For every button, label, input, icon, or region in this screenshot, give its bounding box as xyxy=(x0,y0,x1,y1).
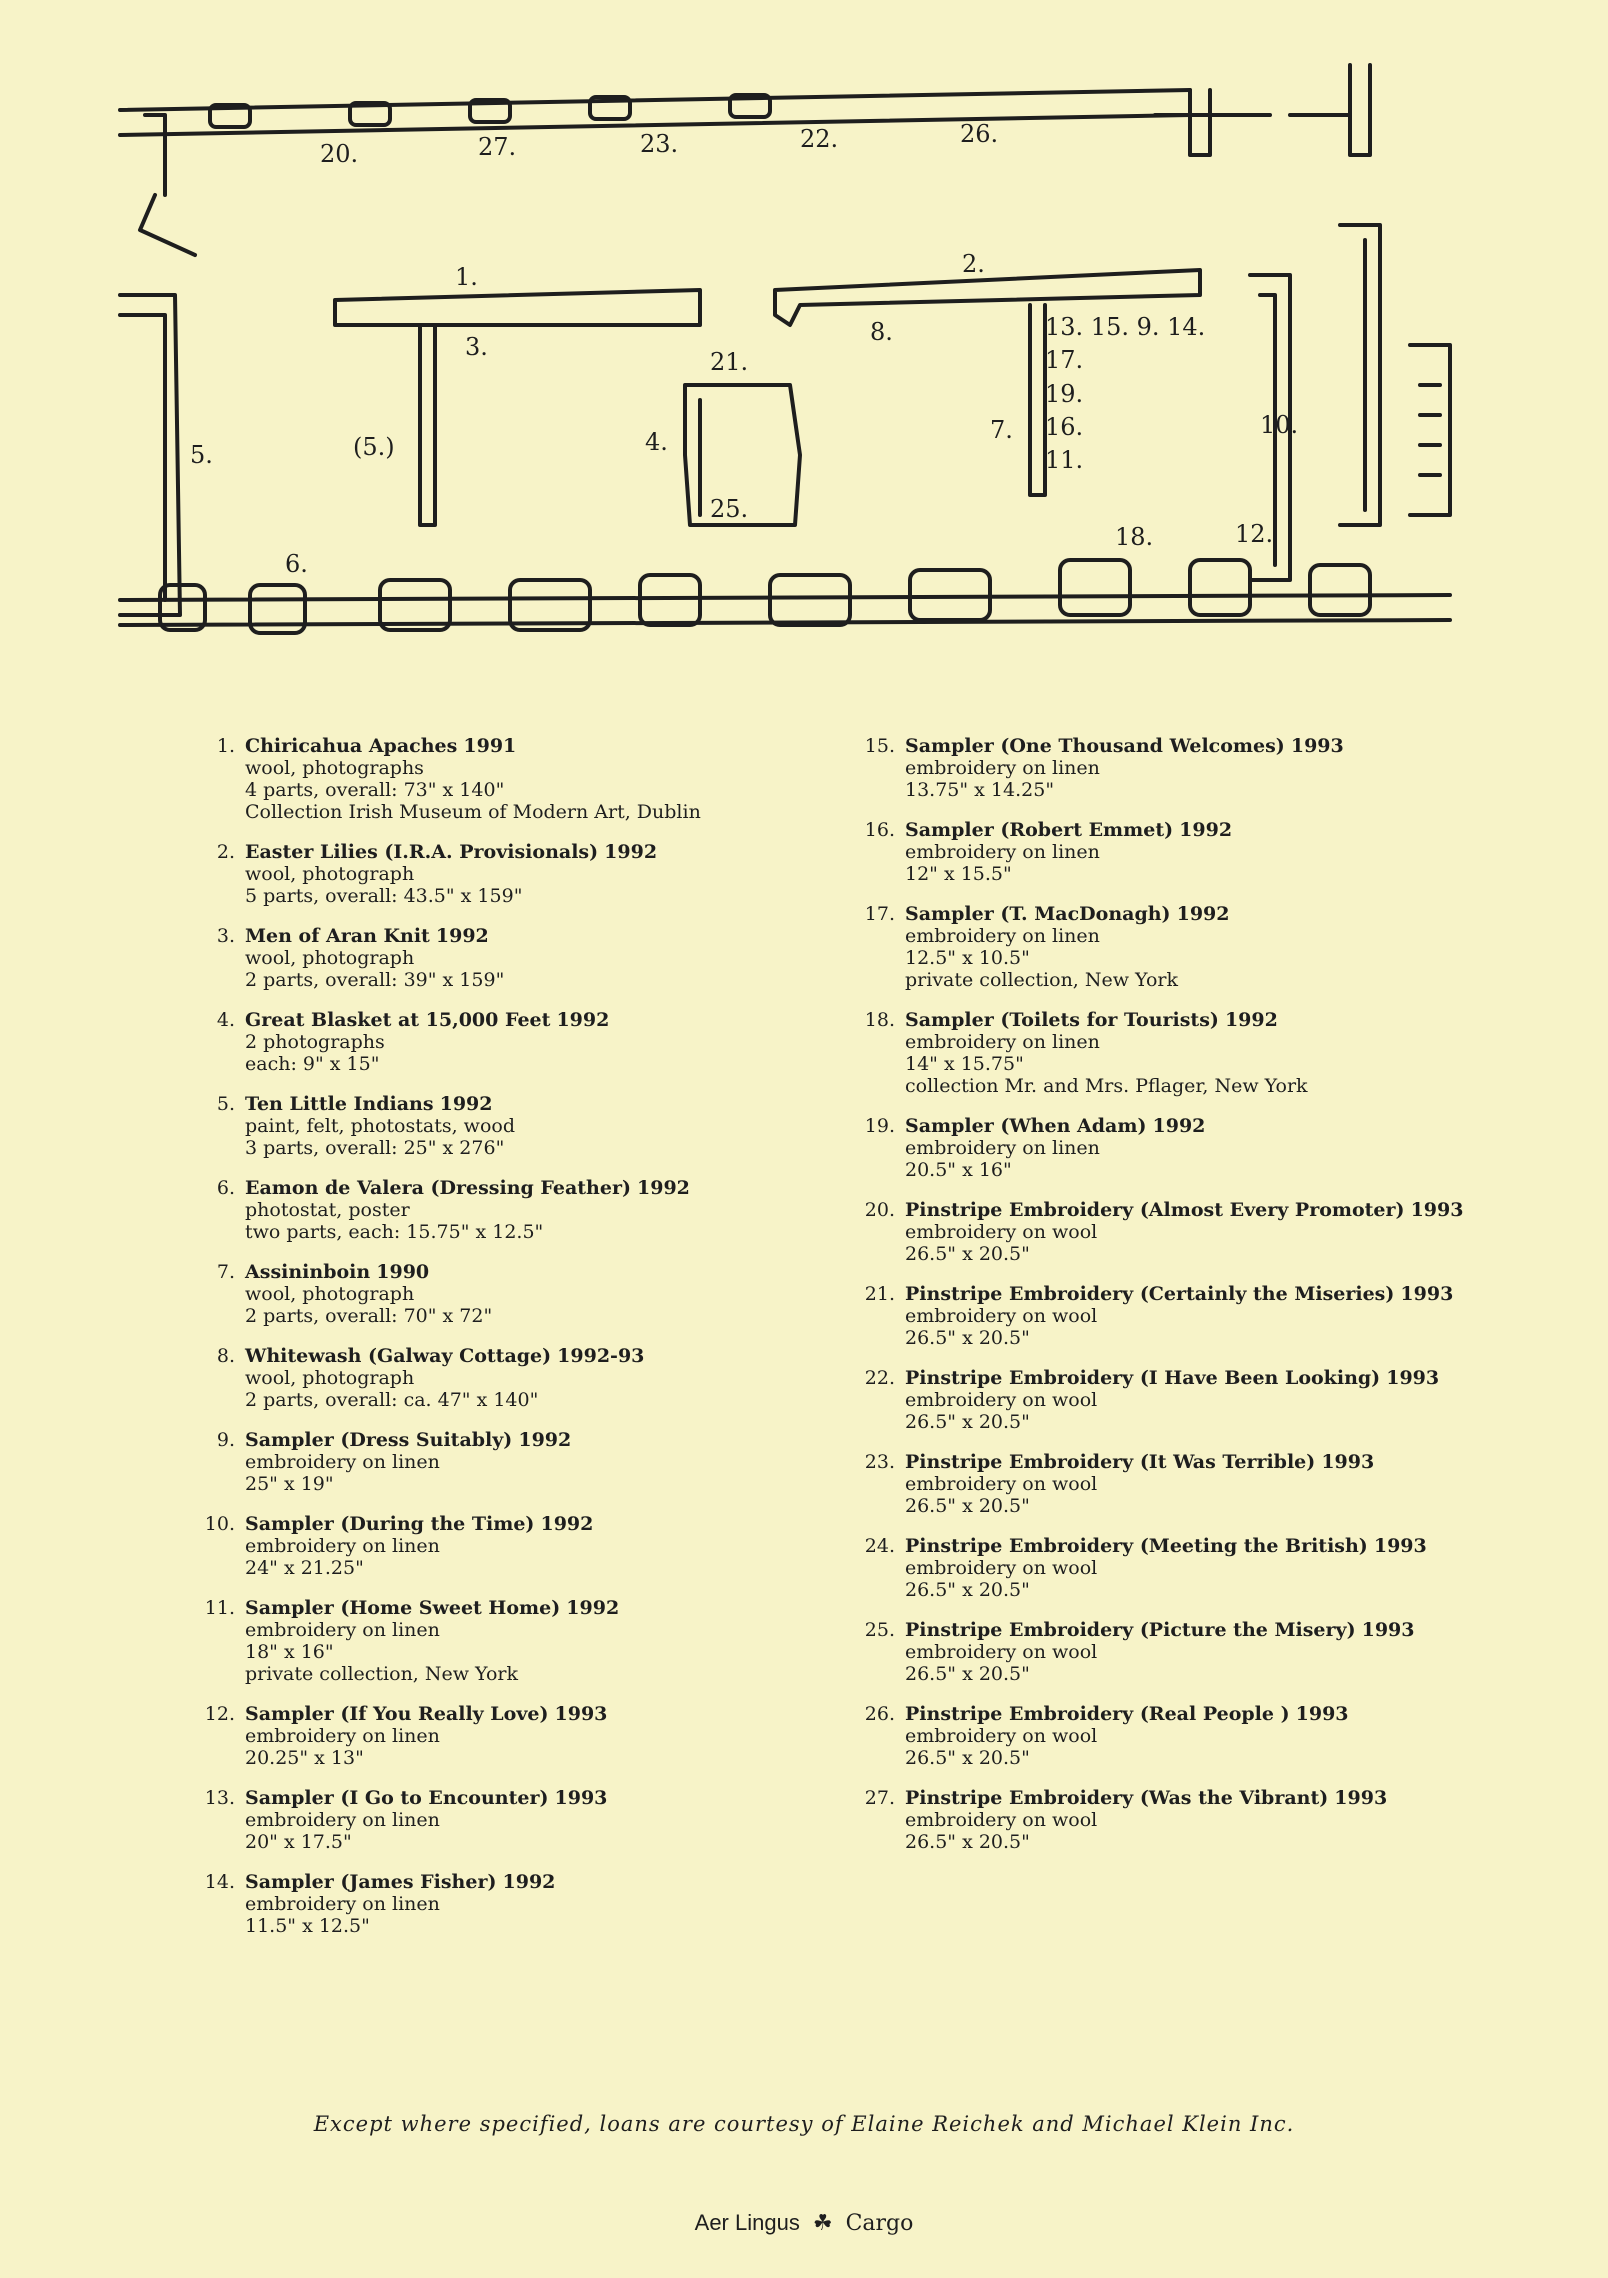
plan-label: 23. xyxy=(640,130,679,158)
sponsor-suffix: Cargo xyxy=(845,2211,914,2236)
item-heading xyxy=(905,735,1575,757)
item-title: Sampler (One Thousand Welcomes) xyxy=(905,735,1285,757)
item-year: 1993 xyxy=(1410,1199,1464,1221)
item-heading xyxy=(245,1871,895,1893)
item-detail: embroidery on wool xyxy=(905,1725,1098,1747)
item-detail: 26.5" x 20.5" xyxy=(905,1579,1030,1601)
item-year: 1993 xyxy=(1321,1451,1375,1473)
item-heading xyxy=(245,841,895,863)
plan-label: 6. xyxy=(285,550,308,578)
item-heading xyxy=(245,1093,895,1115)
item-year: 1993 xyxy=(1373,1535,1427,1557)
item-title: Pinstripe Embroidery (Certainly the Miseries) xyxy=(905,1283,1395,1305)
item-detail: embroidery on linen xyxy=(905,757,1100,779)
item-detail: 4 parts, overall: 73" x 140" xyxy=(245,779,505,801)
item-detail: 26.5" x 20.5" xyxy=(905,1747,1030,1769)
item-heading xyxy=(905,819,1575,841)
checklist-item xyxy=(855,1367,1575,1433)
plan-label: 20. xyxy=(320,140,359,168)
item-detail: wool, photographs xyxy=(245,757,424,779)
floor-plan-labels xyxy=(190,120,1298,578)
item-year: 1992 xyxy=(566,1597,620,1619)
checklist-item xyxy=(855,1451,1575,1517)
item-detail: embroidery on linen xyxy=(905,1137,1100,1159)
item-heading xyxy=(245,1429,895,1451)
checklist-item xyxy=(855,735,1575,801)
item-detail: embroidery on linen xyxy=(245,1893,440,1915)
item-number: 18. xyxy=(864,1009,895,1031)
plan-label: 4. xyxy=(645,428,668,456)
item-number: 23. xyxy=(864,1451,895,1473)
item-number: 14. xyxy=(204,1871,235,1893)
plan-label: 21. xyxy=(710,348,749,376)
item-number: 15. xyxy=(864,735,895,757)
item-heading xyxy=(905,1199,1575,1221)
item-detail: 12.5" x 10.5" xyxy=(905,947,1030,969)
item-heading xyxy=(905,1283,1575,1305)
item-detail: collection Mr. and Mrs. Pflager, New York xyxy=(905,1075,1308,1097)
item-detail: wool, photograph xyxy=(245,1283,415,1305)
item-number: 13. xyxy=(204,1787,235,1809)
item-detail: embroidery on linen xyxy=(245,1619,440,1641)
item-heading xyxy=(245,735,895,757)
item-detail: 2 parts, overall: 39" x 159" xyxy=(245,969,505,991)
gallery-floor-plan xyxy=(110,55,1480,655)
item-heading xyxy=(245,925,895,947)
sponsor-brand xyxy=(0,2210,1608,2236)
plan-label: 8. xyxy=(870,318,893,346)
item-title: Pinstripe Embroidery (Real People ) xyxy=(905,1703,1290,1725)
checklist-item xyxy=(855,1535,1575,1601)
item-heading xyxy=(905,1451,1575,1473)
item-year: 1990 xyxy=(376,1261,430,1283)
item-number: 3. xyxy=(216,925,235,947)
plan-label: 1. xyxy=(455,263,478,291)
item-title: Sampler (Robert Emmet) xyxy=(905,819,1174,841)
checklist-item xyxy=(855,1115,1575,1181)
item-heading xyxy=(905,903,1575,925)
item-detail: each: 9" x 15" xyxy=(245,1053,380,1075)
item-detail: 5 parts, overall: 43.5" x 159" xyxy=(245,885,523,907)
item-number: 20. xyxy=(864,1199,895,1221)
checklist-item xyxy=(195,925,895,991)
plan-label: 27. xyxy=(478,133,517,161)
item-number: 27. xyxy=(864,1787,895,1809)
item-number: 5. xyxy=(216,1093,235,1115)
item-year: 1993 xyxy=(554,1703,608,1725)
checklist-item xyxy=(195,1597,895,1685)
item-year: 1992 xyxy=(637,1177,690,1199)
item-title: Great Blasket at 15,000 Feet xyxy=(245,1009,551,1031)
item-year: 1991 xyxy=(463,735,517,757)
item-detail: wool, photograph xyxy=(245,947,415,969)
item-title: Sampler (Home Sweet Home) xyxy=(245,1597,561,1619)
item-detail: two parts, each: 15.75" x 12.5" xyxy=(245,1221,544,1243)
item-year: 1993 xyxy=(554,1787,608,1809)
item-title: Sampler (Dress Suitably) xyxy=(245,1429,513,1451)
item-detail: wool, photograph xyxy=(245,863,415,885)
item-title: Sampler (T. MacDonagh) xyxy=(905,903,1171,925)
item-year: 1992-93 xyxy=(557,1345,645,1367)
item-detail: 18" x 16" xyxy=(245,1641,334,1663)
checklist-item xyxy=(195,1177,895,1243)
item-title: Ten Little Indians xyxy=(245,1093,434,1115)
plan-label: 2. xyxy=(962,250,985,278)
checklist-item xyxy=(195,1787,895,1853)
checklist-item xyxy=(855,1619,1575,1685)
item-detail: 26.5" x 20.5" xyxy=(905,1831,1030,1853)
checklist-item xyxy=(195,1703,895,1769)
item-detail: embroidery on wool xyxy=(905,1557,1098,1579)
item-detail: 20" x 17.5" xyxy=(245,1831,352,1853)
item-year: 1993 xyxy=(1400,1283,1454,1305)
item-detail: embroidery on linen xyxy=(245,1809,440,1831)
plan-label: 26. xyxy=(960,120,999,148)
plan-label: 10. xyxy=(1260,411,1299,439)
item-detail: 26.5" x 20.5" xyxy=(905,1663,1030,1685)
item-detail: embroidery on wool xyxy=(905,1641,1098,1663)
item-number: 6. xyxy=(216,1177,235,1199)
item-title: Sampler (If You Really Love) xyxy=(245,1703,549,1725)
plan-label: 22. xyxy=(800,125,839,153)
item-heading xyxy=(905,1535,1575,1557)
item-heading xyxy=(245,1787,895,1809)
item-detail: embroidery on linen xyxy=(245,1535,440,1557)
item-detail: 3 parts, overall: 25" x 276" xyxy=(245,1137,505,1159)
item-title: Whitewash (Galway Cottage) xyxy=(245,1345,552,1367)
item-detail: Collection Irish Museum of Modern Art, Dublin xyxy=(245,801,701,823)
item-detail: embroidery on linen xyxy=(905,841,1100,863)
checklist-left-column xyxy=(195,735,895,1955)
item-heading xyxy=(245,1177,895,1199)
item-detail: embroidery on linen xyxy=(245,1451,440,1473)
item-detail: embroidery on linen xyxy=(905,1031,1100,1053)
shamrock-icon: ☘ xyxy=(812,2211,833,2236)
item-title: Sampler (During the Time) xyxy=(245,1513,535,1535)
item-number: 9. xyxy=(216,1429,235,1451)
item-number: 10. xyxy=(204,1513,235,1535)
item-heading xyxy=(905,1367,1575,1389)
checklist-item xyxy=(195,1429,895,1495)
item-detail: embroidery on wool xyxy=(905,1473,1098,1495)
item-heading xyxy=(245,1513,895,1535)
checklist-item xyxy=(195,1261,895,1327)
item-year: 1993 xyxy=(1295,1703,1349,1725)
plan-label: 12. xyxy=(1235,520,1274,548)
item-heading xyxy=(905,1619,1575,1641)
item-year: 1992 xyxy=(439,1093,493,1115)
checklist-item xyxy=(195,1345,895,1411)
checklist-item xyxy=(195,1093,895,1159)
item-year: 1992 xyxy=(502,1871,556,1893)
item-year: 1992 xyxy=(518,1429,572,1451)
loans-credit-note: Except where specified, loans are courtesy of Elaine Reichek and Michael Klein Inc. xyxy=(313,2112,1295,2136)
item-heading xyxy=(905,1115,1575,1137)
item-year: 1993 xyxy=(1361,1619,1415,1641)
item-detail: 26.5" x 20.5" xyxy=(905,1411,1030,1433)
checklist-right-column xyxy=(855,735,1575,1871)
item-year: 1992 xyxy=(556,1009,610,1031)
item-detail: private collection, New York xyxy=(245,1663,518,1685)
checklist-item xyxy=(855,819,1575,885)
checklist-item xyxy=(855,1703,1575,1769)
item-detail: 2 photographs xyxy=(245,1031,385,1053)
sponsor-name: Aer Lingus xyxy=(694,2210,800,2235)
item-title: Pinstripe Embroidery (Was the Vibrant) xyxy=(905,1787,1329,1809)
item-detail: wool, photograph xyxy=(245,1367,415,1389)
item-title: Eamon de Valera (Dressing Feather) xyxy=(245,1177,631,1199)
item-detail: 26.5" x 20.5" xyxy=(905,1243,1030,1265)
checklist-item xyxy=(855,1787,1575,1853)
plan-label: 17. xyxy=(1045,346,1084,374)
item-detail: embroidery on wool xyxy=(905,1305,1098,1327)
item-number: 25. xyxy=(864,1619,895,1641)
item-title: Sampler (Toilets for Tourists) xyxy=(905,1009,1219,1031)
item-detail: embroidery on linen xyxy=(245,1725,440,1747)
item-detail: paint, felt, photostats, wood xyxy=(245,1115,515,1137)
item-title: Easter Lilies (I.R.A. Provisionals) xyxy=(245,841,599,863)
item-detail: 25" x 19" xyxy=(245,1473,334,1495)
item-detail: 14" x 15.75" xyxy=(905,1053,1024,1075)
item-title: Men of Aran Knit xyxy=(245,925,430,947)
item-year: 1992 xyxy=(540,1513,594,1535)
item-detail: 20.25" x 13" xyxy=(245,1747,364,1769)
item-year: 1993 xyxy=(1334,1787,1388,1809)
checklist-item xyxy=(195,1009,895,1075)
item-heading xyxy=(905,1009,1575,1031)
item-detail: 26.5" x 20.5" xyxy=(905,1495,1030,1517)
plan-label: 16. xyxy=(1045,413,1084,441)
item-detail: private collection, New York xyxy=(905,969,1178,991)
checklist-item xyxy=(855,1199,1575,1265)
item-heading xyxy=(245,1009,895,1031)
item-number: 4. xyxy=(216,1009,235,1031)
item-title: Pinstripe Embroidery (Meeting the British) xyxy=(905,1535,1368,1557)
item-year: 1992 xyxy=(1224,1009,1278,1031)
item-detail: 11.5" x 12.5" xyxy=(245,1915,370,1937)
plan-label: 5. xyxy=(190,441,213,469)
item-year: 1993 xyxy=(1386,1367,1440,1389)
item-heading xyxy=(905,1703,1575,1725)
item-heading xyxy=(245,1261,895,1283)
checklist-item xyxy=(195,1871,895,1937)
checklist-item xyxy=(855,1283,1575,1349)
item-title: Sampler (James Fisher) xyxy=(245,1871,497,1893)
item-title: Pinstripe Embroidery (It Was Terrible) xyxy=(905,1451,1316,1473)
item-detail: 24" x 21.25" xyxy=(245,1557,364,1579)
plan-label: 19. xyxy=(1045,380,1084,408)
checklist-item xyxy=(855,1009,1575,1097)
item-number: 11. xyxy=(204,1597,235,1619)
item-year: 1992 xyxy=(1176,903,1230,925)
checklist-item xyxy=(855,903,1575,991)
item-detail: embroidery on wool xyxy=(905,1221,1098,1243)
item-number: 17. xyxy=(864,903,895,925)
plan-label: 7. xyxy=(990,416,1013,444)
plan-label: 25. xyxy=(710,495,749,523)
item-number: 12. xyxy=(204,1703,235,1725)
item-number: 24. xyxy=(864,1535,895,1557)
item-title: Pinstripe Embroidery (Picture the Misery) xyxy=(905,1619,1356,1641)
item-title: Pinstripe Embroidery (Almost Every Promoter) xyxy=(905,1199,1405,1221)
item-number: 8. xyxy=(216,1345,235,1367)
item-detail: 20.5" x 16" xyxy=(905,1159,1012,1181)
checklist-item xyxy=(195,735,895,823)
plan-label: 13. 15. 9. 14. xyxy=(1045,313,1206,341)
item-heading xyxy=(245,1703,895,1725)
item-title: Sampler (I Go to Encounter) xyxy=(245,1787,549,1809)
item-detail: 2 parts, overall: ca. 47" x 140" xyxy=(245,1389,539,1411)
plan-label: (5.) xyxy=(353,433,395,461)
item-detail: embroidery on wool xyxy=(905,1809,1098,1831)
item-heading xyxy=(245,1597,895,1619)
item-year: 1992 xyxy=(604,841,658,863)
item-year: 1992 xyxy=(435,925,489,947)
item-title: Assininboin xyxy=(245,1261,371,1283)
item-title: Chiricahua Apaches xyxy=(245,735,458,757)
item-number: 19. xyxy=(864,1115,895,1137)
item-detail: 12" x 15.5" xyxy=(905,863,1012,885)
item-detail: embroidery on wool xyxy=(905,1389,1098,1411)
item-number: 1. xyxy=(216,735,235,757)
checklist-item xyxy=(195,1513,895,1579)
item-year: 1993 xyxy=(1290,735,1344,757)
item-heading xyxy=(905,1787,1575,1809)
plan-label: 18. xyxy=(1115,523,1154,551)
item-detail: 2 parts, overall: 70" x 72" xyxy=(245,1305,493,1327)
plan-label: 3. xyxy=(465,333,488,361)
item-year: 1992 xyxy=(1152,1115,1206,1137)
item-detail: 26.5" x 20.5" xyxy=(905,1327,1030,1349)
item-year: 1992 xyxy=(1179,819,1233,841)
item-detail: embroidery on linen xyxy=(905,925,1100,947)
item-number: 7. xyxy=(216,1261,235,1283)
item-title: Sampler (When Adam) xyxy=(905,1115,1147,1137)
item-number: 26. xyxy=(864,1703,895,1725)
item-number: 22. xyxy=(864,1367,895,1389)
item-detail: photostat, poster xyxy=(245,1199,410,1221)
plan-label: 11. xyxy=(1045,446,1084,474)
item-title: Pinstripe Embroidery (I Have Been Looking) xyxy=(905,1367,1381,1389)
item-number: 21. xyxy=(864,1283,895,1305)
item-number: 16. xyxy=(864,819,895,841)
checklist-item xyxy=(195,841,895,907)
item-heading xyxy=(245,1345,895,1367)
item-number: 2. xyxy=(216,841,235,863)
item-detail: 13.75" x 14.25" xyxy=(905,779,1055,801)
